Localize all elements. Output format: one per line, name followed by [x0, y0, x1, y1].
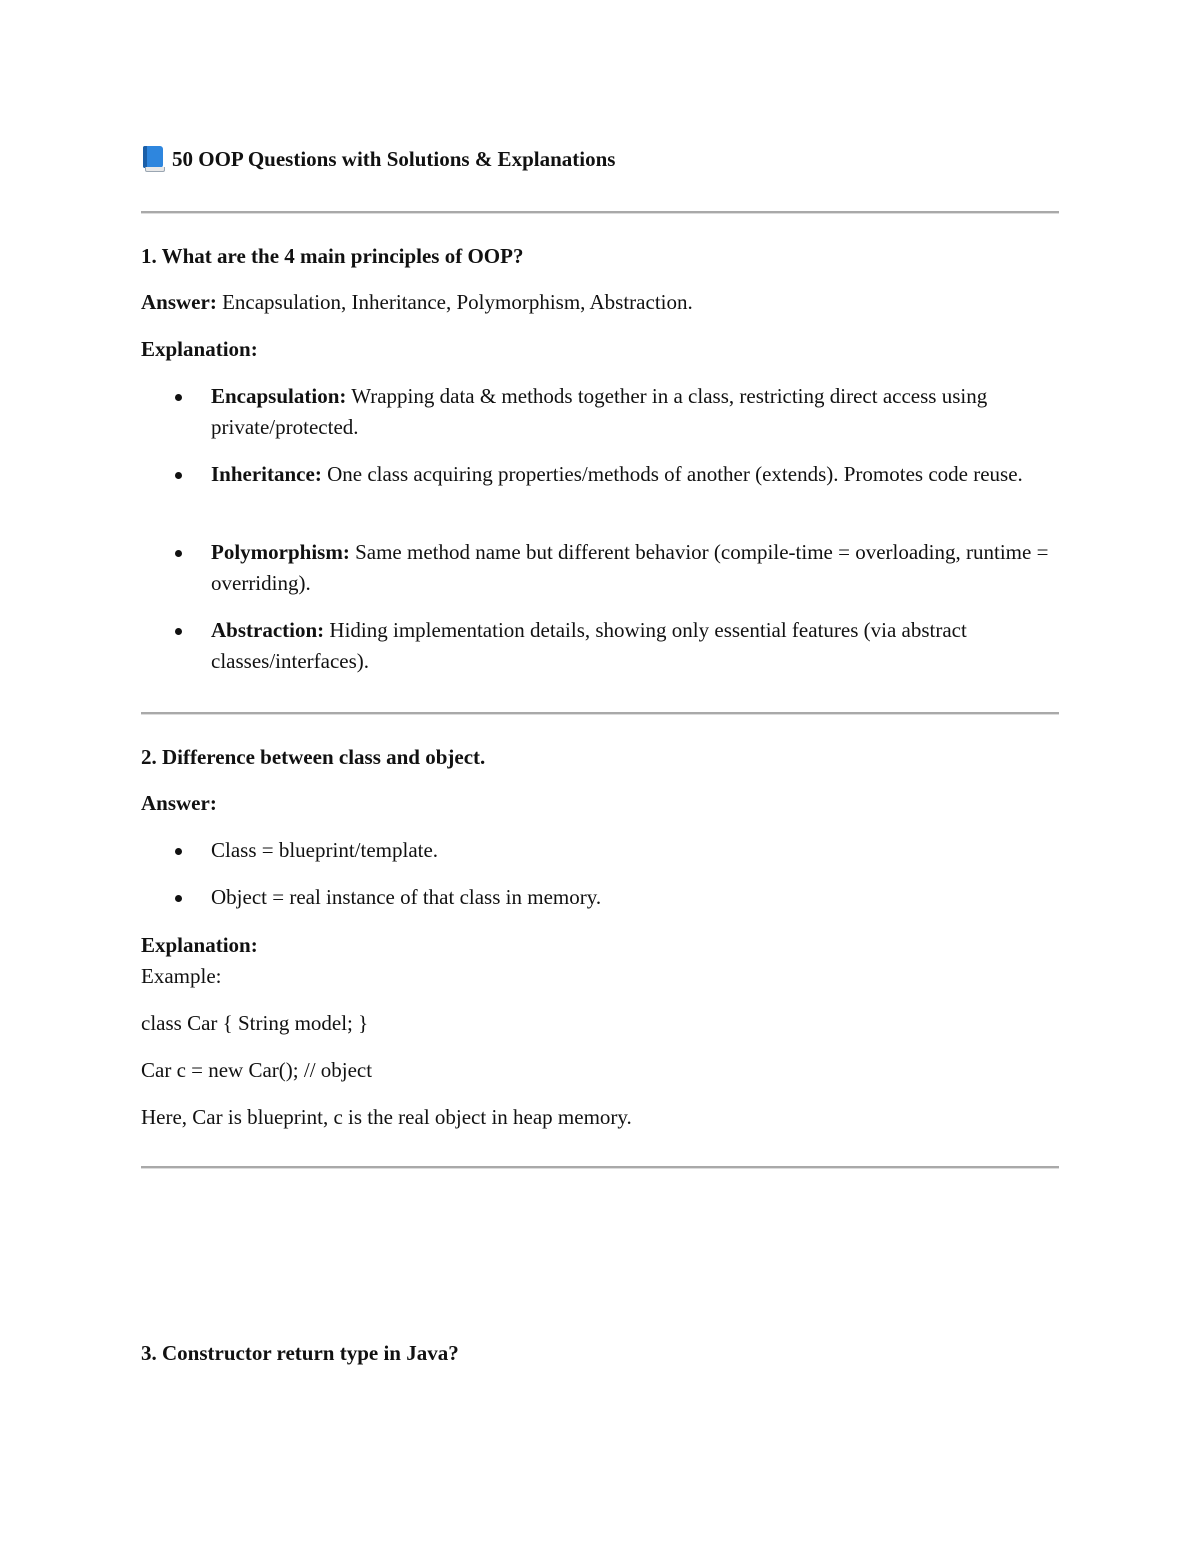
- bullet-icon: [175, 628, 182, 635]
- list-item: [141, 459, 1071, 490]
- question-1-heading: 1. What are the 4 main principles of OOP?: [141, 244, 524, 268]
- explanation-label: Explanation:: [141, 933, 258, 957]
- list-item: [141, 537, 1071, 599]
- question-1-answer: [141, 286, 693, 318]
- explanation-label: Explanation:: [141, 337, 258, 361]
- list-item: [141, 615, 1071, 677]
- bullet-term: Inheritance:: [211, 462, 322, 486]
- bullet-text: Class = blueprint/template.: [211, 838, 439, 862]
- bullet-text: Same method name but different behavior (compile-time = overloading, runtime = overriding).: [211, 540, 1049, 595]
- bullet-text: One class acquiring properties/methods of another (extends). Promotes code reuse.: [321, 462, 1023, 486]
- section-divider: [141, 211, 1059, 214]
- answer-text: Encapsulation, Inheritance, Polymorphism, Abstraction.: [216, 290, 693, 314]
- list-item: [141, 835, 1071, 866]
- question-1-explanation-label: [141, 333, 258, 365]
- document-title-text: 50 OOP Questions with Solutions & Explanations: [172, 147, 616, 171]
- section-divider: [141, 712, 1059, 715]
- bullet-icon: [175, 472, 182, 479]
- bullet-icon: [175, 394, 182, 401]
- question-3-heading: 3. Constructor return type in Java?: [141, 1341, 459, 1365]
- bullet-term: Polymorphism:: [211, 540, 350, 564]
- code-line: Car c = new Car(); // object: [141, 1058, 373, 1082]
- list-item: [141, 882, 1071, 913]
- bullet-term: Abstraction:: [211, 618, 325, 642]
- bullet-icon: [175, 550, 182, 557]
- bullet-icon: [175, 848, 182, 855]
- list-item: [141, 381, 1071, 443]
- document-title: [142, 143, 615, 175]
- explanation-summary: Here, Car is blueprint, c is the real object in heap memory.: [141, 1105, 632, 1129]
- bullet-text: Object = real instance of that class in memory.: [211, 885, 602, 909]
- question-2-answer-label: [141, 787, 217, 819]
- bullet-icon: [175, 895, 182, 902]
- question-2-heading: 2. Difference between class and object.: [141, 745, 486, 769]
- answer-label: Answer:: [141, 290, 217, 314]
- answer-label: Answer:: [141, 791, 217, 815]
- section-divider: [141, 1166, 1059, 1169]
- question-2-explanation-label: [141, 929, 258, 961]
- example-label: Example:: [141, 964, 222, 988]
- code-line: class Car { String model; }: [141, 1011, 369, 1035]
- blue-book-icon: [142, 146, 164, 172]
- bullet-text: Hiding implementation details, showing only essential features (via abstract classes/interfaces).: [211, 618, 967, 673]
- bullet-text: Wrapping data & methods together in a class, restricting direct access using private/protected.: [211, 384, 988, 439]
- bullet-term: Encapsulation:: [211, 384, 347, 408]
